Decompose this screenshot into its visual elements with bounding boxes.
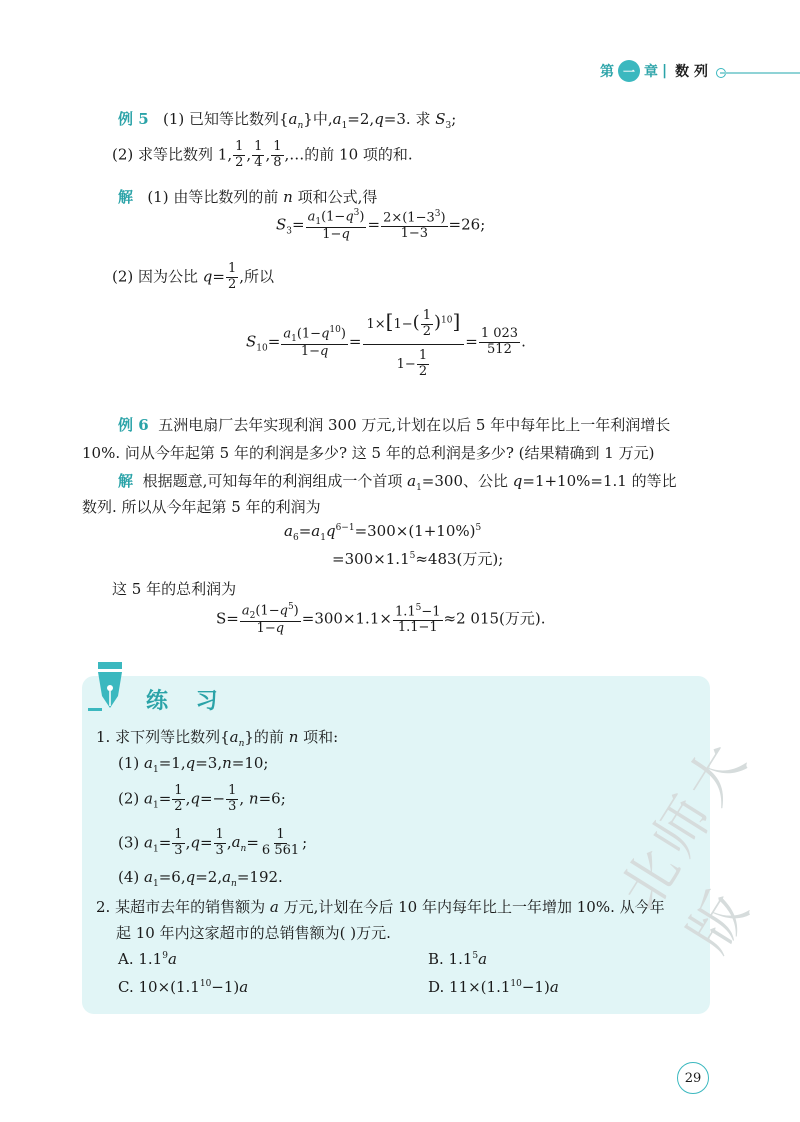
- q1-text: =1,: [158, 754, 186, 772]
- q1-text: (2): [118, 789, 145, 808]
- practice-q1-2: (2) $a_1=$ $\frac{1}{2}$ ,q=− $\frac{1}{3}$ , n=6;: [118, 783, 286, 814]
- example6-line2: 10%. 问从今年起第 5 年的利润是多少? 这 5 年的总利润是多少? (结果精确到 1 万元): [82, 444, 655, 462]
- equation-s3: $S_3=$ $\frac{a_1(1-q^3)}{1-q}$ = $\frac{2\times(1-3^3)}{1-3}$ =26;: [276, 208, 486, 243]
- result-numerator: 1 023: [480, 325, 519, 341]
- option-text: −1): [211, 978, 240, 996]
- option-c: C. $10\times(1.1^{10}-1)a$: [118, 978, 249, 996]
- q1-text: }的前: [244, 728, 289, 746]
- chapter-suffix: 章: [644, 64, 658, 80]
- ex6-text: 根据题意,可知每年的利润组成一个首项: [142, 472, 408, 490]
- ex5-text: }中,: [303, 110, 333, 128]
- solution-label: 解: [118, 188, 134, 206]
- example6-solution-line2: 数列. 所以从今年起第 5 年的利润为: [82, 498, 321, 516]
- practice-q2-line1: 2. 某超市去年的销售额为 a 万元,计划在今后 10 年内每年比上一年增加 10%. 从今年: [96, 898, 665, 916]
- q1-text: 项和:: [298, 728, 339, 746]
- equation-s10: $S_{10}=$ $\frac{a_1(1-q^{10})}{1-q}$ = 1×[1−( $\frac{1}{2}$ )$^{10}$] 1− $\frac{1}{2}$ = $\frac{1 023}{512}$ .: [246, 305, 526, 380]
- option-text: C. 10×(1.1: [118, 978, 200, 996]
- ex6-text: =1+10%=1.1 的等比: [522, 472, 677, 490]
- practice-q1-1: (1) $a_1=1,q=3,n=10$;: [118, 754, 269, 775]
- q2-text: 万元,计划在今后 10 年内每年比上一年增加 10%. 从今年: [278, 898, 665, 916]
- example5-line1: 例 5 (1) 已知等比数列$\{a_n\}$中$,a_1=2,q=3$. 求 $S_3$;: [118, 110, 457, 131]
- option-d: D. $11\times(1.1^{10}-1)a$: [428, 978, 559, 996]
- example5-solution-line2: (2) 因为公比 q= $\frac{1}{2}$ ,所以: [112, 261, 275, 292]
- practice-title: 练 习: [146, 689, 228, 714]
- chapter-number: 一: [618, 60, 640, 82]
- ex5-text: ,所以: [239, 267, 275, 286]
- option-text: −1): [521, 978, 550, 996]
- q1-text: (3): [118, 833, 145, 852]
- ex6-text: =300、公比: [421, 472, 513, 490]
- q2-text: 2. 某超市去年的销售额为: [96, 898, 270, 916]
- q1-text: =10;: [231, 754, 269, 772]
- example5-solution-line1: 解 (1) 由等比数列的前 n 项和公式,得: [118, 188, 378, 206]
- ex5-text: ,…的前 10 项的和.: [284, 145, 413, 164]
- equation-a6-line1: $a_6=a_1q^{6-1}=300\times(1+10\%)^5$: [284, 522, 482, 543]
- q1-text: =2,: [195, 868, 223, 886]
- header-separator: |: [662, 63, 668, 79]
- ex5-text: ;: [451, 110, 457, 128]
- practice-q1-4: (4) $a_1=6,q=2,a_n=192$.: [118, 868, 283, 889]
- q1-text: =3,: [195, 754, 223, 772]
- ex5-text: =2,: [347, 110, 375, 128]
- ex5-text: =3. 求: [383, 110, 436, 128]
- example6-solution-line3: 这 5 年的总利润为: [112, 580, 237, 598]
- pen-nib-icon: [88, 658, 134, 714]
- watermark: 北师大版: [608, 728, 764, 964]
- solution-label: 解: [118, 472, 134, 490]
- result-denominator: 512: [487, 341, 512, 357]
- example6-line1: [118, 414, 670, 435]
- equation-total: S= $\frac{a_2(1-q^5)}{1-q}$ =300×1.1× $\frac{1.1^5-1}{1.1-1}$ ≈2 015(万元).: [216, 602, 546, 637]
- example5-line2: (2) 求等比数列 1, $\frac{1}{2}$ , $\frac{1}{4}$ , $\frac{1}{8}$ ,…的前 10 项的和.: [112, 139, 413, 170]
- example6-solution-line1: 解 根据题意,可知每年的利润组成一个首项 $a_1=300$、公比 q=1+10%=1.1 的等比: [118, 472, 677, 493]
- ex6-text: 五洲电扇厂去年实现利润 300 万元,计划在以后 5 年中每年比上一年利润增长: [158, 416, 671, 434]
- ex5-text: (2) 因为公比: [112, 267, 203, 286]
- chapter-header: [600, 60, 708, 82]
- chapter-prefix: 第: [600, 64, 614, 80]
- option-text: A. 1.1: [118, 950, 163, 968]
- option-b: B. $1.1^5a$: [428, 950, 488, 968]
- option-text: D. 11×(1.1: [428, 978, 511, 996]
- ex6-text: =300×1.1: [332, 550, 410, 568]
- page-number: 29: [677, 1062, 709, 1094]
- practice-q2-line2: 起 10 年内这家超市的总销售额为( )万元.: [116, 924, 391, 942]
- equation-a6-line2: $=300\times 1.1^5\approx 483$(万元);: [332, 550, 504, 568]
- q1-text: =192.: [236, 868, 283, 886]
- practice-q1: 1. 求下列等比数列$\{a_n\}$的前 n 项和:: [96, 728, 339, 749]
- header-line: [720, 72, 800, 74]
- ex5-text: (2) 求等比数列 1,: [112, 145, 233, 164]
- q1-text: =6,: [158, 868, 186, 886]
- ex6-text: ≈2 015(万元).: [443, 609, 546, 628]
- q1-text: (1): [118, 754, 145, 772]
- option-text: B. 1.1: [428, 950, 473, 968]
- option-a: A. $1.1^9a$: [118, 950, 177, 968]
- example6-label: 例 6: [118, 416, 149, 434]
- ex5-text: (1) 由等比数列的前: [147, 188, 284, 206]
- example5-label: 例 5: [118, 110, 149, 128]
- ex5-text: (1) 已知等比数列{: [162, 110, 289, 128]
- q1-text: 1. 求下列等比数列{: [96, 728, 230, 746]
- q1-text: (4): [118, 868, 145, 886]
- practice-q1-3: (3) $a_1=$ $\frac{1}{3}$ ,q= $\frac{1}{3}$ $,a_n=$ $\frac{1}{6 561}$ ;: [118, 827, 308, 858]
- ex6-text: ≈483(万元);: [415, 550, 504, 568]
- ex5-text: =26;: [448, 215, 486, 234]
- ex5-text: 项和公式,得: [292, 188, 378, 206]
- chapter-title: 数 列: [675, 64, 708, 80]
